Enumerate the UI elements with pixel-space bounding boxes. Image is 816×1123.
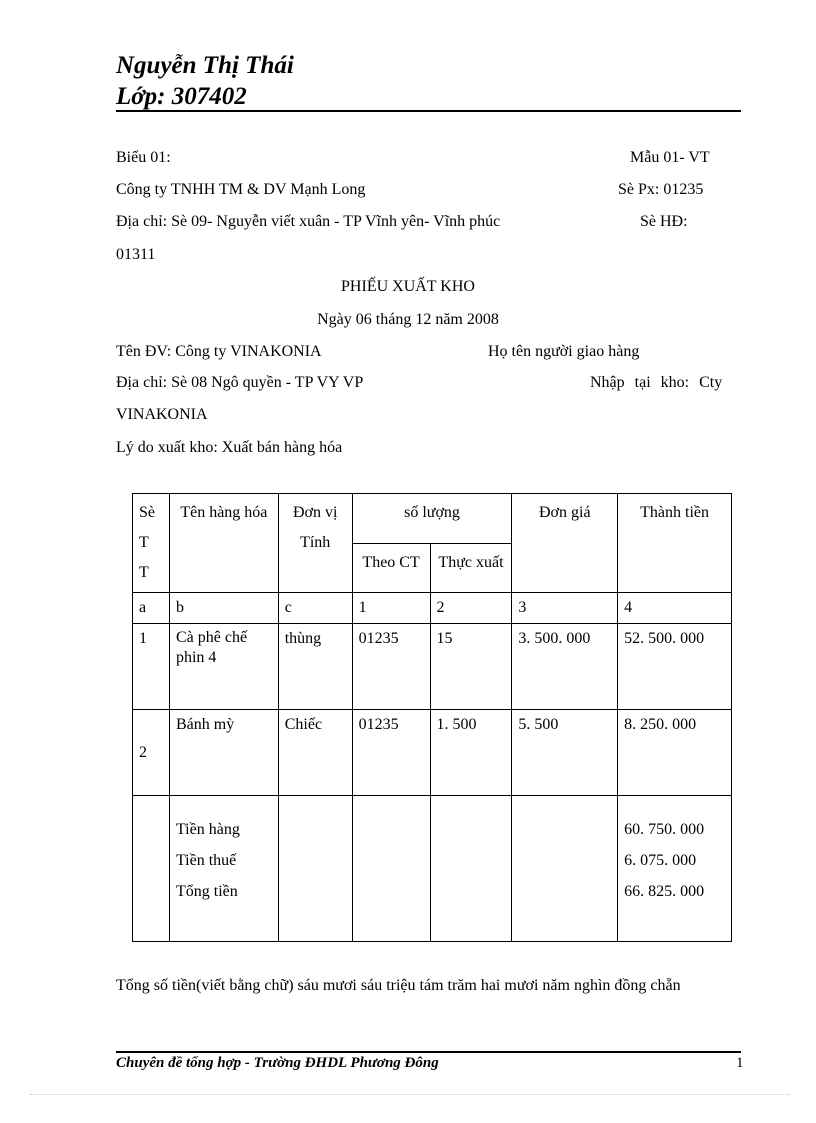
row-unit: thùng xyxy=(278,624,352,710)
table-summary-row xyxy=(133,796,732,942)
row-unit: Chiếc xyxy=(278,710,352,796)
summary-total-label: Tổng tiền xyxy=(175,883,238,900)
page-bottom-divider xyxy=(30,1094,790,1095)
header-qty-doc: Theo CT xyxy=(352,543,430,593)
summary-total-value: 66. 825. 000 xyxy=(624,883,705,900)
row-qty: 1. 500 xyxy=(430,710,512,796)
header-qty-actual: Thực xuất xyxy=(430,543,512,593)
author-header xyxy=(116,50,294,112)
code-cell: a xyxy=(133,593,170,624)
document-date: Ngày 06 tháng 12 năm 2008 xyxy=(317,311,499,328)
row-qty: 15 xyxy=(430,624,512,710)
row-name: Cà phê chế phin 4 xyxy=(169,624,278,710)
code-cell: 2 xyxy=(430,593,512,624)
footer-text: Chuyên đề tổng hợp - Trường ĐHDL Phương Đông xyxy=(116,1055,439,1071)
form-template: Mẫu 01- VT xyxy=(630,149,710,166)
goods-table xyxy=(132,493,732,942)
total-in-words: Tổng số tiền(viết bằng chữ) sáu mươi sáu triệu tám trăm hai mươi năm nghìn đồng chẵn xyxy=(116,977,681,994)
header-unit: Đơn vị Tính xyxy=(278,494,352,593)
export-reason: Lý do xuất kho: Xuất bán hàng hóa xyxy=(116,439,343,456)
code-cell: b xyxy=(169,593,278,624)
header-rule xyxy=(116,110,741,112)
deliverer-label: Họ tên người giao hàng xyxy=(488,343,640,360)
recipient-name: Tên ĐV: Công ty VINAKONIA xyxy=(116,343,322,360)
row-price: 3. 500. 000 xyxy=(512,624,618,710)
company-name: Công ty TNHH TM & DV Mạnh Long xyxy=(116,181,366,198)
summary-goods-value: 60. 750. 000 xyxy=(624,821,705,838)
invoice-number: 01311 xyxy=(116,246,156,263)
summary-labels xyxy=(169,796,278,942)
author-name: Nguyễn Thị Thái xyxy=(116,52,294,79)
row-doc: 01235 xyxy=(352,624,430,710)
form-number: Biểu 01: xyxy=(116,149,171,166)
header-amount: Thành tiền xyxy=(618,494,732,593)
recipient-address: Địa chỉ: Sè 08 Ngô quyền - TP VY VP xyxy=(116,374,364,391)
header-quantity: số lượng xyxy=(352,494,512,544)
row-stt: 1 xyxy=(133,624,170,710)
export-number: Sè Px: 01235 xyxy=(618,181,704,198)
summary-tax-value: 6. 075. 000 xyxy=(624,852,697,869)
code-cell: 3 xyxy=(512,593,618,624)
row-doc: 01235 xyxy=(352,710,430,796)
warehouse-label: Nhập tại kho: Cty xyxy=(590,374,723,391)
row-name: Bánh mỳ xyxy=(169,710,278,796)
page-title: PHIẾU XUẤT KHO xyxy=(341,278,475,295)
invoice-label: Sè HĐ: xyxy=(640,213,688,230)
header-stt: Sè T T xyxy=(133,494,170,593)
company-address: Địa chỉ: Sè 09- Nguyễn viết xuân - TP Vĩnh yên- Vĩnh phúc xyxy=(116,213,501,230)
footer-rule xyxy=(116,1051,741,1053)
page-number: 1 xyxy=(736,1055,744,1071)
row-stt: 2 xyxy=(133,710,170,796)
summary-goods-label: Tiền hàng xyxy=(175,821,240,838)
row-price: 5. 500 xyxy=(512,710,618,796)
header-name: Tên hàng hóa xyxy=(169,494,278,593)
class-code: Lớp: 307402 xyxy=(116,83,247,110)
row-amount: 52. 500. 000 xyxy=(618,624,732,710)
table-row xyxy=(133,624,732,710)
code-cell: 4 xyxy=(618,593,732,624)
table-code-row xyxy=(133,593,732,624)
warehouse-name: VINAKONIA xyxy=(116,406,208,423)
code-cell: 1 xyxy=(352,593,430,624)
row-amount: 8. 250. 000 xyxy=(618,710,732,796)
code-cell: c xyxy=(278,593,352,624)
table-header-row xyxy=(133,494,732,544)
table-row xyxy=(133,710,732,796)
header-unit-price: Đơn giá xyxy=(512,494,618,593)
summary-values xyxy=(618,796,732,942)
summary-tax-label: Tiền thuế xyxy=(175,852,237,869)
